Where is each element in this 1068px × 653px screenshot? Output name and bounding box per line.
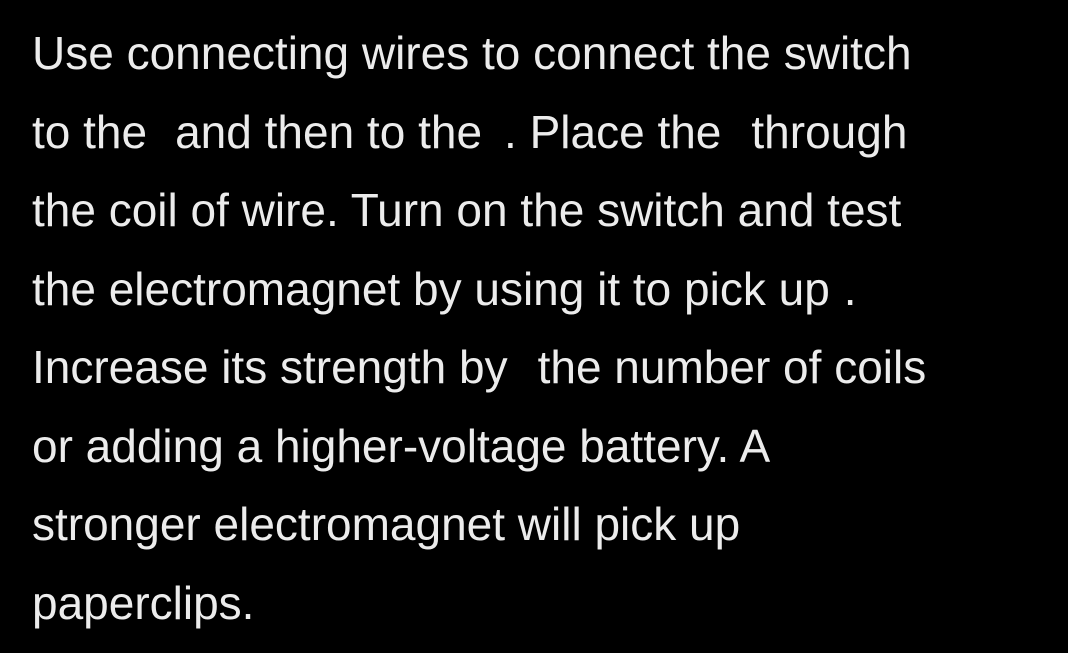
instruction-passage [32,14,1062,642]
line-7-text: stronger electromagnet will pick up [32,498,741,550]
line-2-segment-1: to the [32,105,148,158]
passage-line-2 [32,93,1062,172]
passage-line-5 [32,328,1062,407]
line-2-segment-3: . Place the [504,105,722,158]
line-4-segment-1: the electromagnet by using it to pick up [32,262,830,315]
line-4-segment-2: . [843,262,857,315]
line-2-segment-4: through [751,105,908,158]
line-1-text: Use connecting wires to connect the switch [32,27,912,79]
line-3-text: the coil of wire. Turn on the switch and test [32,184,902,236]
line-2-segment-2: and then to the [175,105,483,158]
passage-line-8 [32,564,1062,643]
passage-line-7 [32,485,1062,564]
passage-line-4 [32,250,1062,329]
line-5-segment-1: Increase its strength by [32,341,508,393]
line-6-text: or adding a higher-voltage battery. A [32,419,771,472]
line-5-segment-2: the number of coils [537,341,927,393]
passage-line-3 [32,171,1062,250]
passage-line-1 [32,14,1062,93]
passage-line-6 [32,407,1062,486]
line-8-text: paperclips. [32,576,255,629]
